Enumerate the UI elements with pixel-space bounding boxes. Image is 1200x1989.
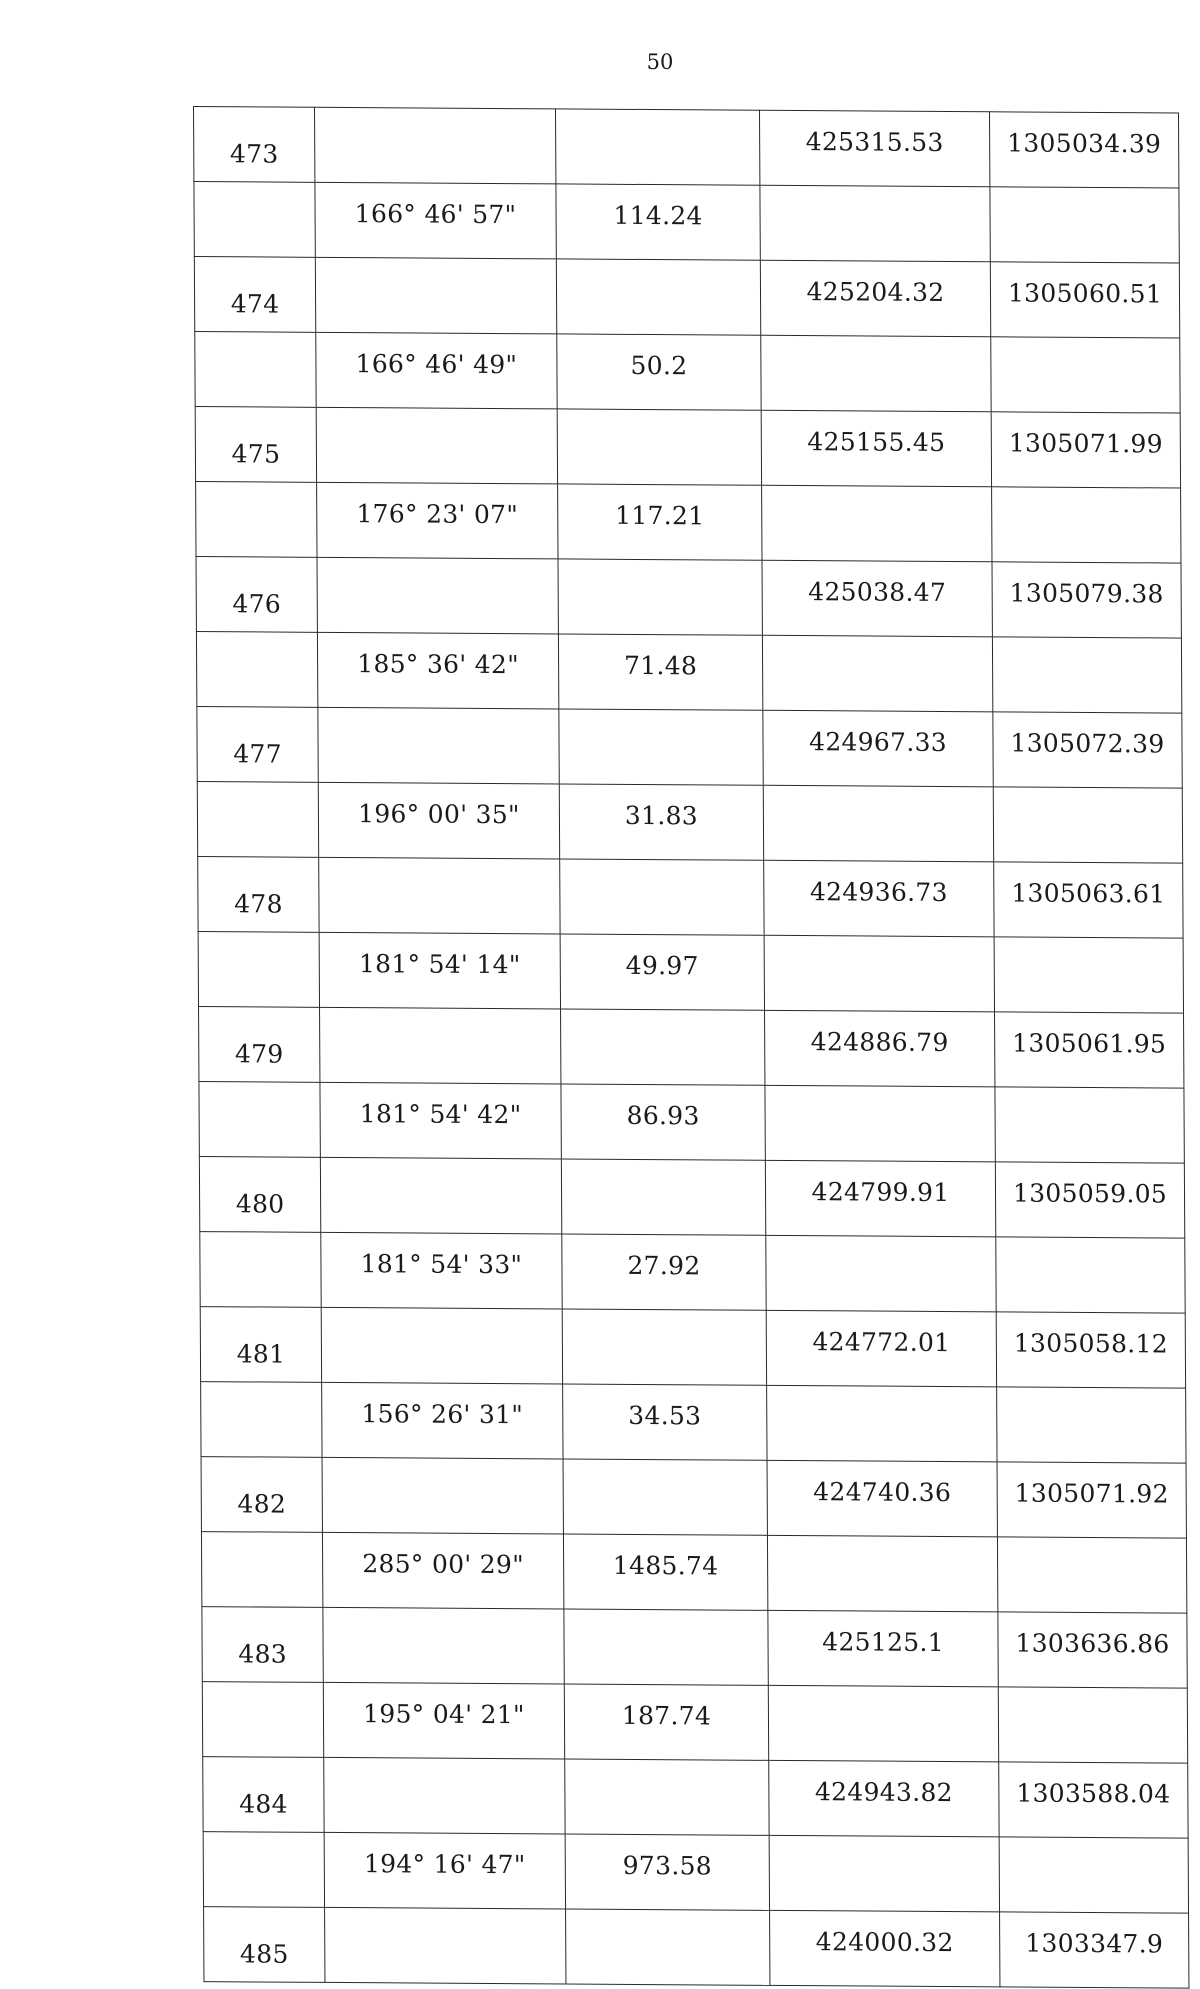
bearing-cell [318,707,559,784]
easting-cell [992,637,1181,713]
traverse-table-body [194,107,1189,1989]
easting-cell: 1305061.95 [995,1012,1184,1088]
point-cell [198,932,319,1008]
bearing-cell [324,1757,565,1834]
easting-cell [993,787,1182,863]
point-cell [196,632,317,708]
traverse-table [193,106,1189,1989]
point-cell [203,1832,324,1908]
northing-cell [767,1535,997,1612]
distance-cell: 114.24 [556,184,760,260]
table-row-point [198,857,1183,939]
distance-cell: 34.53 [563,1384,767,1460]
easting-cell: 1305071.92 [997,1462,1186,1538]
bearing-cell: 195° 04' 21" [323,1682,564,1759]
easting-cell [992,487,1181,563]
page-number: 50 [646,50,674,74]
bearing-cell: 181° 54' 42" [320,1082,561,1159]
table-row-course [197,782,1182,864]
northing-cell: 424936.73 [764,860,994,937]
easting-cell [991,337,1180,413]
point-cell: 483 [202,1607,323,1683]
easting-cell: 1305079.38 [992,562,1181,638]
easting-cell: 1305059.05 [995,1162,1184,1238]
northing-cell: 425038.47 [762,560,992,637]
point-cell [195,332,316,408]
bearing-cell: 194° 16' 47" [324,1832,565,1909]
bearing-cell: 156° 26' 31" [322,1382,563,1459]
table-row-point [195,407,1180,489]
distance-cell [555,109,759,185]
point-cell: 478 [198,857,319,933]
bearing-cell [315,107,556,184]
bearing-cell: 196° 00' 35" [318,782,559,859]
northing-cell: 425204.32 [760,260,990,337]
table-row-course [202,1682,1187,1764]
table-row-course [196,482,1181,564]
point-cell: 476 [196,557,317,633]
easting-cell: 1305072.39 [993,712,1182,788]
table-row-course [198,932,1183,1014]
table-row-point [202,1607,1187,1689]
northing-cell [761,335,991,412]
bearing-cell: 181° 54' 33" [321,1232,562,1309]
point-cell [201,1532,322,1608]
distance-cell [560,859,764,935]
easting-cell: 1305071.99 [991,412,1180,488]
distance-cell: 187.74 [564,1684,768,1760]
northing-cell [767,1385,997,1462]
bearing-cell [322,1457,563,1534]
distance-cell [556,259,760,335]
point-cell: 473 [194,107,315,183]
distance-cell [557,409,761,485]
northing-cell [765,1085,995,1162]
easting-cell [997,1537,1186,1613]
easting-cell: 1303347.9 [1000,1912,1189,1988]
easting-cell: 1305034.39 [989,112,1178,188]
bearing-cell [316,407,557,484]
easting-cell [998,1687,1187,1763]
table-row-point [204,1907,1189,1989]
table-row-point [197,707,1182,789]
distance-cell: 973.58 [565,1834,769,1910]
bearing-cell [320,1157,561,1234]
bearing-cell: 185° 36' 42" [317,632,558,709]
distance-cell [561,1159,765,1235]
distance-cell [564,1609,768,1685]
distance-cell [563,1459,767,1535]
point-cell: 480 [199,1157,320,1233]
point-cell [200,1232,321,1308]
bearing-cell [320,1007,561,1084]
northing-cell: 424943.82 [769,1760,999,1837]
table-row-course [196,632,1181,714]
northing-cell: 425315.53 [759,110,989,187]
easting-cell: 1305060.51 [990,262,1179,338]
bearing-cell [319,857,560,934]
distance-cell: 71.48 [558,634,762,710]
easting-cell [999,1837,1188,1913]
table-row-course [194,182,1179,264]
table-row-point [200,1307,1185,1389]
table-row-point [199,1007,1184,1089]
point-cell: 485 [204,1907,325,1983]
northing-cell [769,1835,999,1912]
point-cell: 479 [199,1007,320,1083]
distance-cell: 31.83 [559,784,763,860]
northing-cell: 424967.33 [763,710,993,787]
table-row-course [200,1232,1185,1314]
point-cell [201,1382,322,1458]
distance-cell [562,1309,766,1385]
northing-cell: 424799.91 [765,1160,995,1237]
point-cell: 481 [200,1307,321,1383]
bearing-cell [325,1907,566,1984]
point-cell: 477 [197,707,318,783]
point-cell [202,1682,323,1758]
easting-cell [996,1237,1185,1313]
distance-cell [558,559,762,635]
table-row-course [195,332,1180,414]
bearing-cell [323,1607,564,1684]
distance-cell: 50.2 [557,334,761,410]
northing-cell [760,185,990,262]
distance-cell: 27.92 [562,1234,766,1310]
distance-cell: 86.93 [561,1084,765,1160]
distance-cell: 117.21 [558,484,762,560]
bearing-cell: 166° 46' 57" [315,182,556,259]
point-cell: 474 [194,257,315,333]
table-row-point [196,557,1181,639]
table-row-point [194,107,1179,189]
distance-cell [561,1009,765,1085]
table-row-course [203,1832,1188,1914]
northing-cell: 424000.32 [770,1910,1000,1987]
point-cell [196,482,317,558]
point-cell [199,1082,320,1158]
easting-cell [997,1387,1186,1463]
point-cell [197,782,318,858]
table-row-course [201,1532,1186,1614]
distance-cell: 49.97 [560,934,764,1010]
easting-cell: 1305058.12 [996,1312,1185,1388]
easting-cell [995,1087,1184,1163]
bearing-cell: 285° 00' 29" [322,1532,563,1609]
bearing-cell: 181° 54' 14" [319,932,560,1009]
table-row-course [199,1082,1184,1164]
table-row-point [194,257,1179,339]
northing-cell: 425155.45 [761,410,991,487]
table-row-point [203,1757,1188,1839]
bearing-cell [317,557,558,634]
easting-cell: 1305063.61 [994,862,1183,938]
distance-cell [559,709,763,785]
northing-cell [764,935,994,1012]
northing-cell: 425125.1 [768,1610,998,1687]
distance-cell [565,1759,769,1835]
northing-cell [766,1235,996,1312]
point-cell: 482 [201,1457,322,1533]
point-cell: 484 [203,1757,324,1833]
northing-cell: 424886.79 [765,1010,995,1087]
table-row-course [201,1382,1186,1464]
point-cell [194,182,315,258]
northing-cell [763,785,993,862]
bearing-cell: 166° 46' 49" [316,332,557,409]
northing-cell: 424740.36 [767,1460,997,1537]
table-row-point [201,1457,1186,1539]
easting-cell [994,937,1183,1013]
distance-cell: 1485.74 [563,1534,767,1610]
northing-cell [762,485,992,562]
bearing-cell [321,1307,562,1384]
easting-cell: 1303588.04 [999,1762,1188,1838]
easting-cell [990,187,1179,263]
point-cell: 475 [195,407,316,483]
northing-cell: 424772.01 [766,1310,996,1387]
table-row-point [199,1157,1184,1239]
northing-cell [762,635,992,712]
bearing-cell: 176° 23' 07" [317,482,558,559]
bearing-cell [315,257,556,334]
distance-cell [566,1909,770,1985]
easting-cell: 1303636.86 [998,1612,1187,1688]
